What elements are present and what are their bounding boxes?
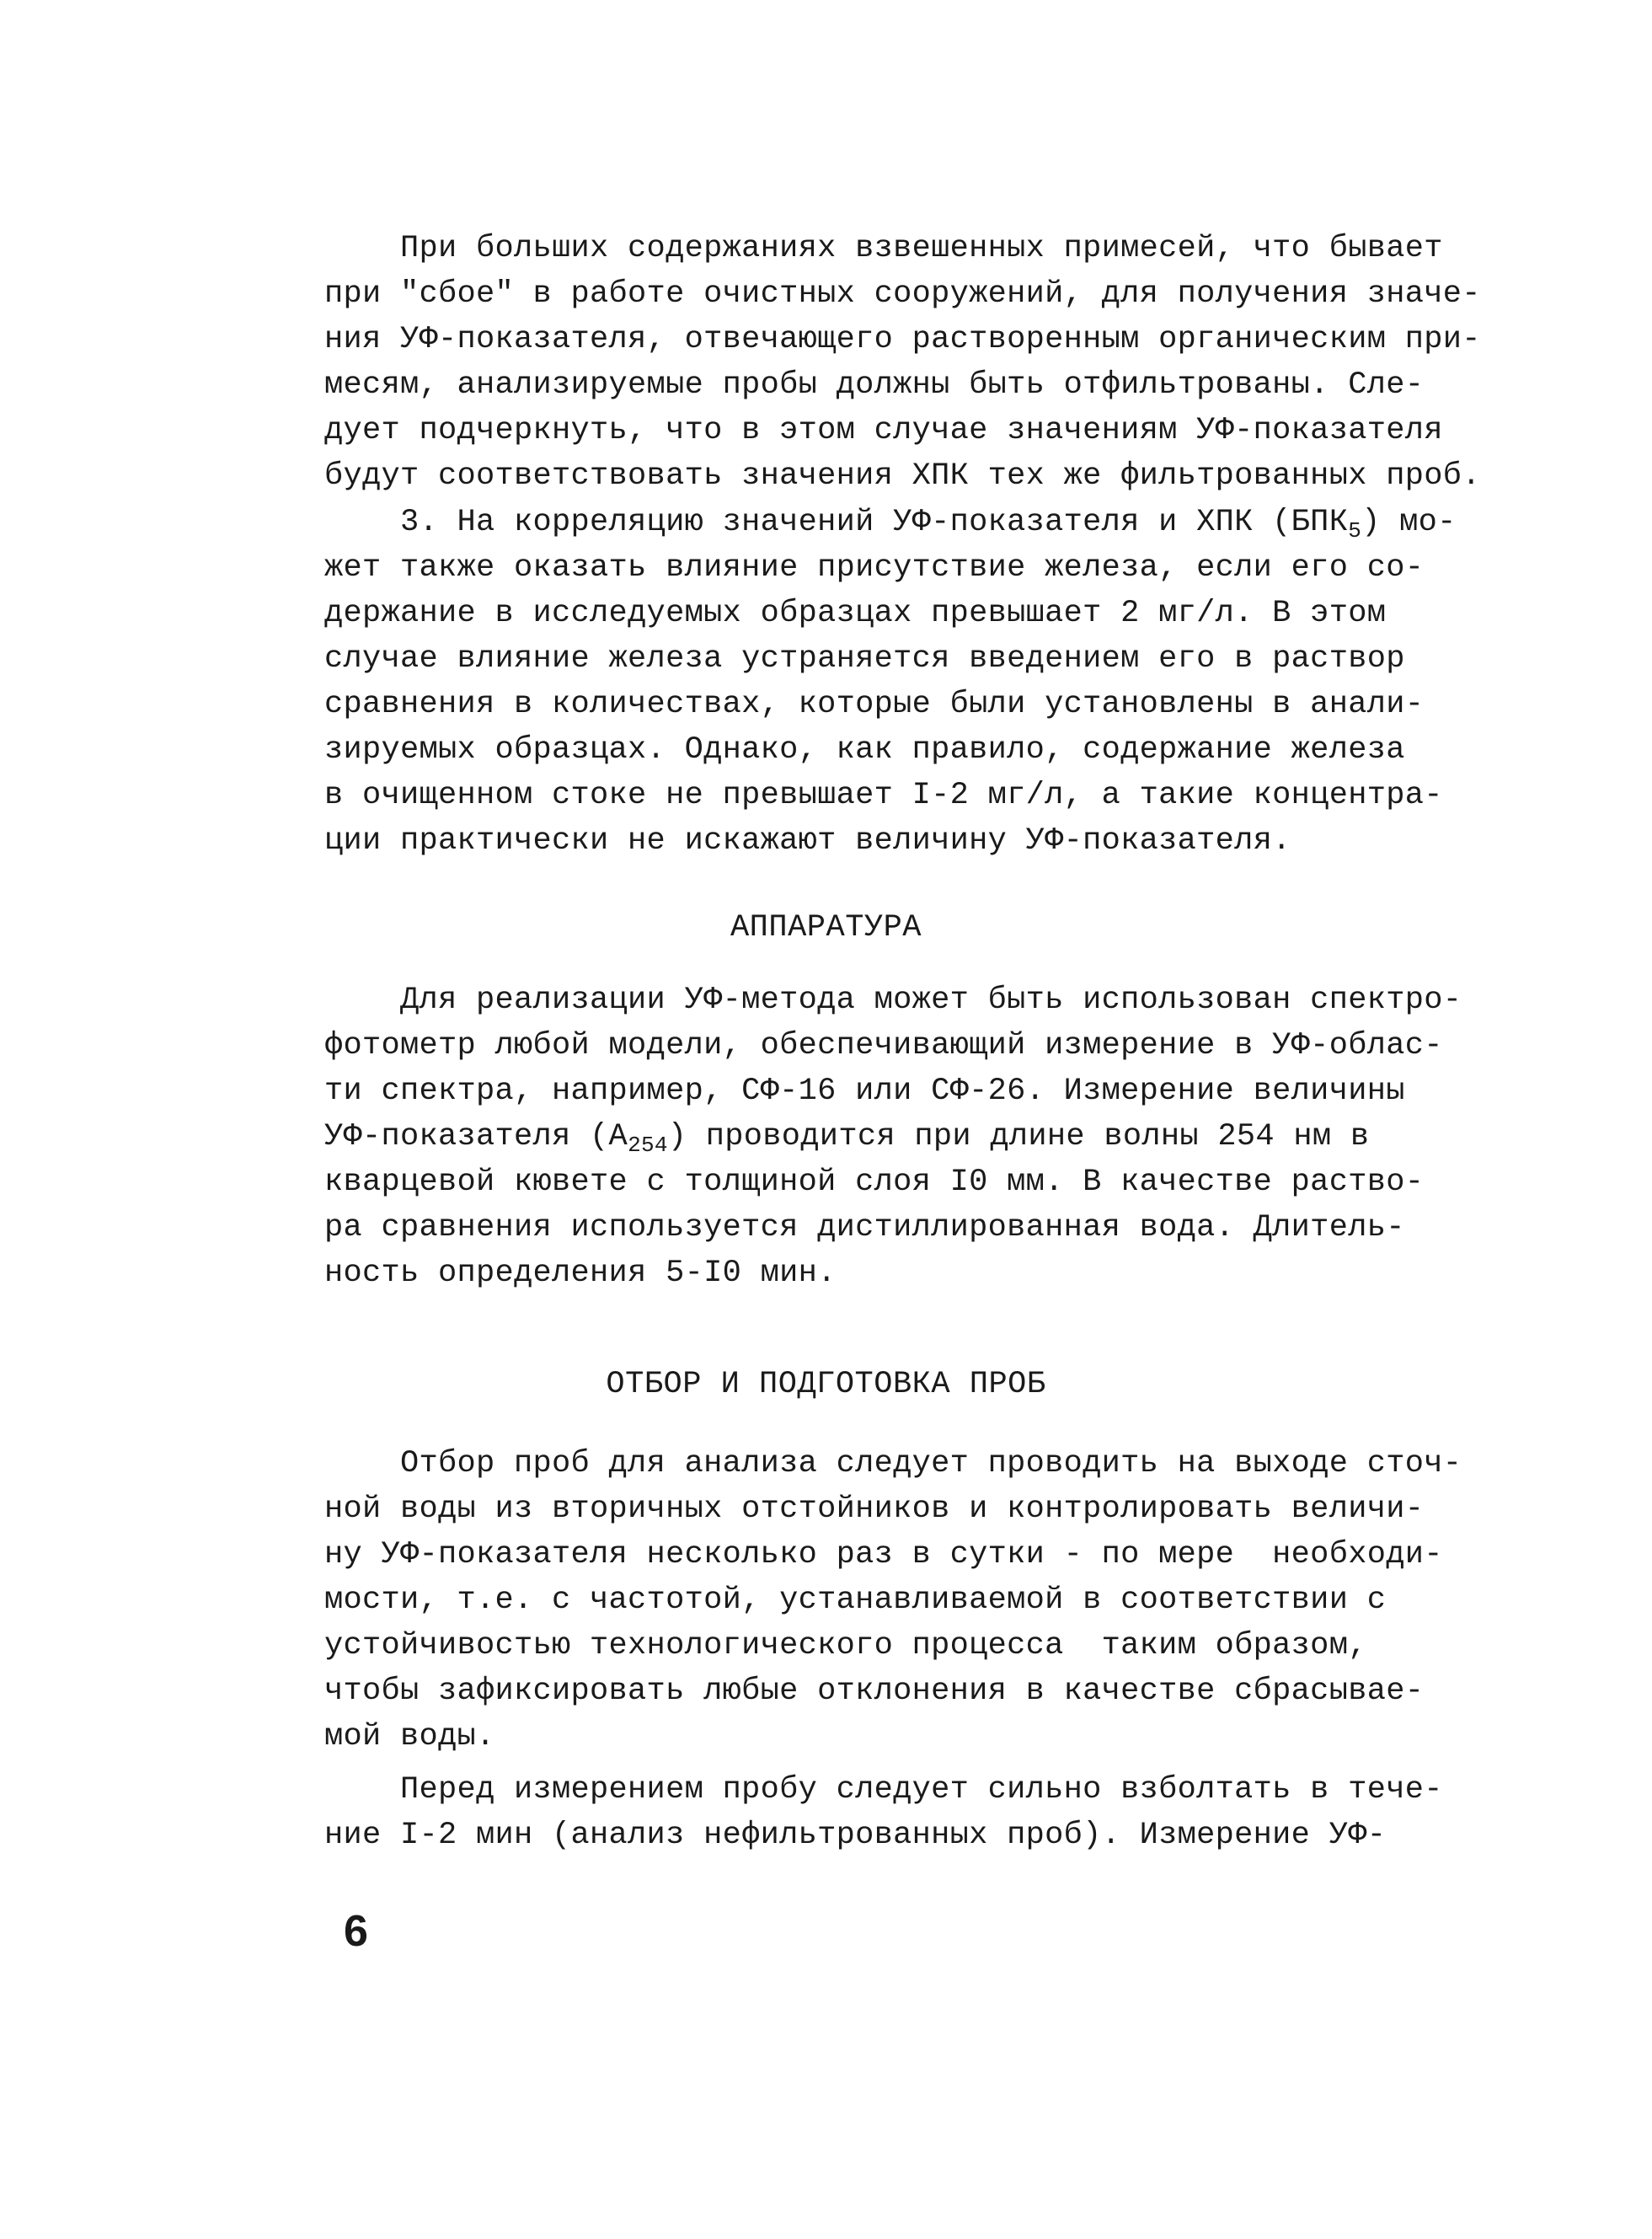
text-line: при "сбое" в работе очистных сооружений, для получения значе- xyxy=(324,276,1481,312)
text-line: случае влияние железа устраняется введением его в раствор xyxy=(324,641,1405,677)
page-number: 6 xyxy=(344,1907,368,1956)
text-line: кварцевой кювете с толщиной слоя I0 мм. В качестве раство- xyxy=(324,1165,1425,1200)
text-line: чтобы зафиксировать любые отклонения в качестве сбрасывае- xyxy=(324,1674,1425,1709)
text-line: дует подчеркнуть, что в этом случае значениям УФ-показателя xyxy=(324,413,1443,448)
text-line: месям, анализируемые пробы должны быть отфильтрованы. Сле- xyxy=(324,367,1425,403)
text-line: устойчивостью технологического процесса таким образом, xyxy=(324,1628,1367,1663)
text-line: ну УФ-показателя несколько раз в сутки - по мере необходи- xyxy=(324,1537,1443,1572)
text-line: Отбор проб для анализа следует проводить на выходе сточ- xyxy=(324,1446,1462,1481)
text-line: Перед измерением пробу следует сильно взболтать в тече- xyxy=(324,1772,1443,1808)
text-line: в очищенном стоке не превышает I-2 мг/л, а такие концентра- xyxy=(324,778,1443,813)
text-line: зируемых образцах. Однако, как правило, содержание железа xyxy=(324,732,1405,768)
text-line: Для реализации УФ-метода может быть использован спектро- xyxy=(324,983,1462,1018)
text-line: ния УФ-показателя, отвечающего растворенным органическим при- xyxy=(324,322,1481,357)
text-line: ти спектра, например, СФ-16 или СФ-26. Измерение величины xyxy=(324,1074,1405,1109)
text-line: ции практически не искажают величину УФ-показателя. xyxy=(324,823,1291,859)
text-line: При больших содержаниях взвешенных примесей, что бывает xyxy=(324,231,1443,266)
text-line: мой воды. xyxy=(324,1719,495,1754)
text-line: 3. На корреляцию значений УФ-показателя и ХПК $(БПК_5)$ мо- xyxy=(324,505,1457,544)
text-line: будут соответствовать значения ХПК тех же фильтрованных проб. xyxy=(324,458,1481,494)
text-line: фотометр любой модели, обеспечивающий измерение в УФ-облас- xyxy=(324,1028,1443,1063)
text-line: УФ-показателя $(А_{254})$ проводится при длине волны 254 нм в xyxy=(324,1119,1370,1158)
text-line: ние I-2 мин (анализ нефильтрованных проб). Измерение УФ- xyxy=(324,1818,1387,1853)
text-line: сравнения в количествах, которые были установлены в анали- xyxy=(324,687,1425,722)
section-heading-apparatus: АППАРАТУРА xyxy=(730,910,922,945)
text-line: ность определения 5-I0 мин. xyxy=(324,1256,837,1291)
text-line: ра сравнения используется дистиллированная вода. Длитель- xyxy=(324,1210,1405,1245)
text-line: держание в исследуемых образцах превышает 2 мг/л. В этом xyxy=(324,596,1387,631)
section-heading-sampling: ОТБОР И ПОДГОТОВКА ПРОБ xyxy=(606,1367,1046,1402)
text-line: ной воды из вторичных отстойников и контролировать величи- xyxy=(324,1492,1425,1527)
text-line: мости, т.е. с частотой, устанавливаемой в соответствии с xyxy=(324,1583,1387,1618)
text-line: жет также оказать влияние присутствие железа, если его со- xyxy=(324,550,1425,586)
